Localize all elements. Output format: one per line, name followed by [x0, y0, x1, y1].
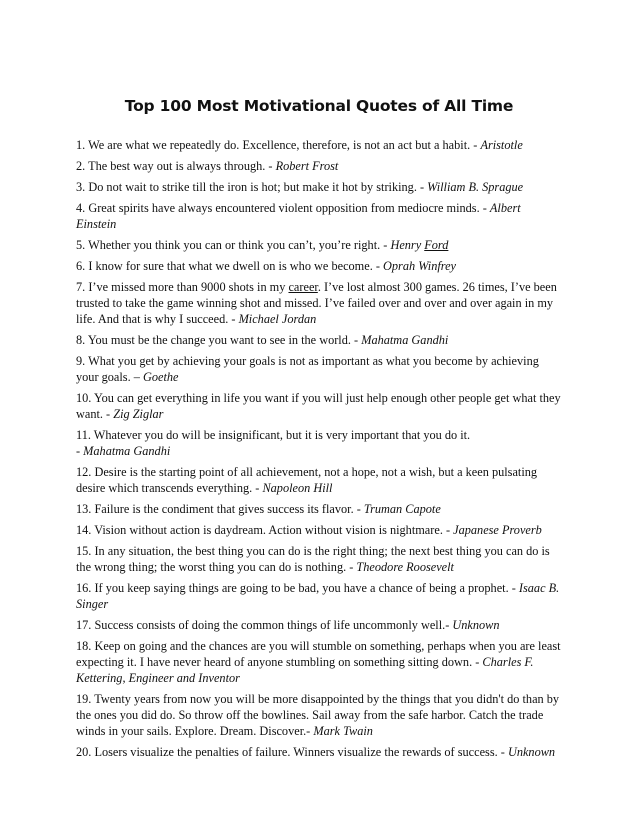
quote-number: 10.: [76, 391, 92, 405]
quote-text: Failure is the condiment that gives success its flavor. -: [94, 502, 364, 516]
quote-author: Theodore Roosevelt: [356, 560, 454, 574]
quote-text: Desire is the starting point of all achievement, not a hope, not a wish, but a keen pulsating desire which transcends everything. -: [76, 465, 538, 495]
quote-text: Great spirits have always encountered violent opposition from mediocre minds. -: [88, 201, 490, 215]
quote-list: [76, 137, 562, 765]
quote-11: [76, 427, 562, 459]
quote-16: [76, 580, 562, 612]
quote-author: Robert Frost: [275, 159, 339, 173]
quote-author: Mahatma Gandhi: [361, 333, 449, 347]
quote-number: 5.: [76, 238, 86, 252]
quote-text: The best way out is always through. -: [88, 159, 276, 173]
quote-number: 16.: [76, 581, 92, 595]
quote-text: Twenty years from now you will be more disappointed by the things that you didn't do than by the ones you did do. So throw off the bowlines. Sail away from the safe harbor. Catch the trade winds in your sails. Explore. Dream. Discover.-: [76, 692, 560, 738]
quote-number: 12.: [76, 465, 92, 479]
quote-14: [76, 522, 562, 538]
quote-number: 18.: [76, 639, 92, 653]
quote-text: If you keep saying things are going to be bad, you have a chance of being a prophet. -: [94, 581, 519, 595]
quote-1: [76, 137, 562, 153]
quote-2: [76, 158, 562, 174]
quote-3: [76, 179, 562, 195]
quote-19: [76, 691, 562, 739]
quote-9: [76, 353, 562, 385]
quote-author: Goethe: [142, 370, 179, 384]
quote-number: 19.: [76, 692, 92, 706]
quote-text-start: I’ve missed more than 9000 shots in my: [88, 280, 289, 294]
quote-author: Albert Einstein: [76, 201, 521, 231]
quote-text: Keep on going and the chances are you will stumble on something, perhaps when you are least expecting it. I have never heard of anyone stumbling on something sitting down. -: [76, 639, 561, 669]
quote-author: Japanese Proverb: [453, 523, 542, 537]
quote-20: [76, 744, 562, 760]
quote-number: 14.: [76, 523, 92, 537]
quote-author: William B. Sprague: [427, 180, 524, 194]
quote-4: [76, 200, 562, 232]
quote-7: [76, 279, 562, 327]
quote-8: [76, 332, 562, 348]
quote-6: [76, 258, 562, 274]
author-link[interactable]: Ford: [424, 238, 449, 252]
quote-number: 4.: [76, 201, 86, 215]
quote-author: Isaac B. Singer: [76, 581, 560, 611]
quote-13: [76, 501, 562, 517]
quote-text: You must be the change you want to see in the world. -: [87, 333, 362, 347]
quote-author: Napoleon Hill: [262, 481, 333, 495]
quote-text: You can get everything in life you want if you will just help enough other people get what they want. -: [76, 391, 561, 421]
quote-author: Oprah Winfrey: [383, 259, 457, 273]
quote-author: Michael Jordan: [238, 312, 317, 326]
quote-author: Henry: [390, 238, 425, 252]
career-link[interactable]: career: [288, 280, 318, 294]
quote-number: 1.: [76, 138, 86, 152]
quote-number: 3.: [76, 180, 86, 194]
quote-12: [76, 464, 562, 496]
quote-text: We are what we repeatedly do. Excellence, therefore, is not an act but a habit. -: [88, 138, 481, 152]
quote-number: 2.: [76, 159, 86, 173]
quote-author: Zig Ziglar: [113, 407, 164, 421]
quote-text: What you get by achieving your goals is not as important as what you become by achieving your goals. –: [76, 354, 539, 384]
quote-author: - Mahatma Gandhi: [76, 444, 171, 458]
quote-text: Vision without action is daydream. Action without vision is nightmare. -: [94, 523, 454, 537]
quote-15: [76, 543, 562, 575]
quote-author: Mark Twain: [313, 724, 373, 738]
quote-number: 15.: [76, 544, 92, 558]
quote-text: I know for sure that what we dwell on is who we become. -: [88, 259, 384, 273]
quote-text: In any situation, the best thing you can do is the right thing; the next best thing you can do is the wrong thing; the worst thing you can do is nothing. -: [76, 544, 550, 574]
quote-text: Losers visualize the penalties of failure. Winners visualize the rewards of success. -: [94, 745, 508, 759]
quote-author: Charles F. Kettering, Engineer and Inventor: [76, 655, 534, 685]
quote-text: Whether you think you can or think you can’t, you’re right. -: [88, 238, 391, 252]
quote-number: 7.: [76, 280, 86, 294]
quote-number: 17.: [76, 618, 92, 632]
page-title: Top 100 Most Motivational Quotes of All Time: [124, 97, 514, 115]
quote-number: 20.: [76, 745, 92, 759]
quote-author: Truman Capote: [363, 502, 441, 516]
quote-author: Unknown: [452, 618, 500, 632]
quote-text: Success consists of doing the common things of life uncommonly well.-: [94, 618, 453, 632]
quote-text: . I’ve lost almost 300 games. 26 times, I’ve been trusted to take the game winning shot and missed. I’ve failed over and over and over again in my life. And that is why I succeed. -: [76, 280, 557, 326]
quote-number: 11.: [76, 428, 91, 442]
quote-text: Whatever you do will be insignificant, but it is very important that you do it.: [93, 428, 471, 442]
quote-number: 8.: [76, 333, 86, 347]
quote-18: [76, 638, 562, 686]
quote-author: Aristotle: [480, 138, 523, 152]
quote-17: [76, 617, 562, 633]
quote-number: 9.: [76, 354, 86, 368]
quote-author: Unknown: [507, 745, 556, 759]
quote-5: [76, 237, 562, 253]
quote-text: Do not wait to strike till the iron is hot; but make it hot by striking. -: [88, 180, 428, 194]
quote-number: 13.: [76, 502, 92, 516]
quote-10: [76, 390, 562, 422]
quote-number: 6.: [76, 259, 86, 273]
